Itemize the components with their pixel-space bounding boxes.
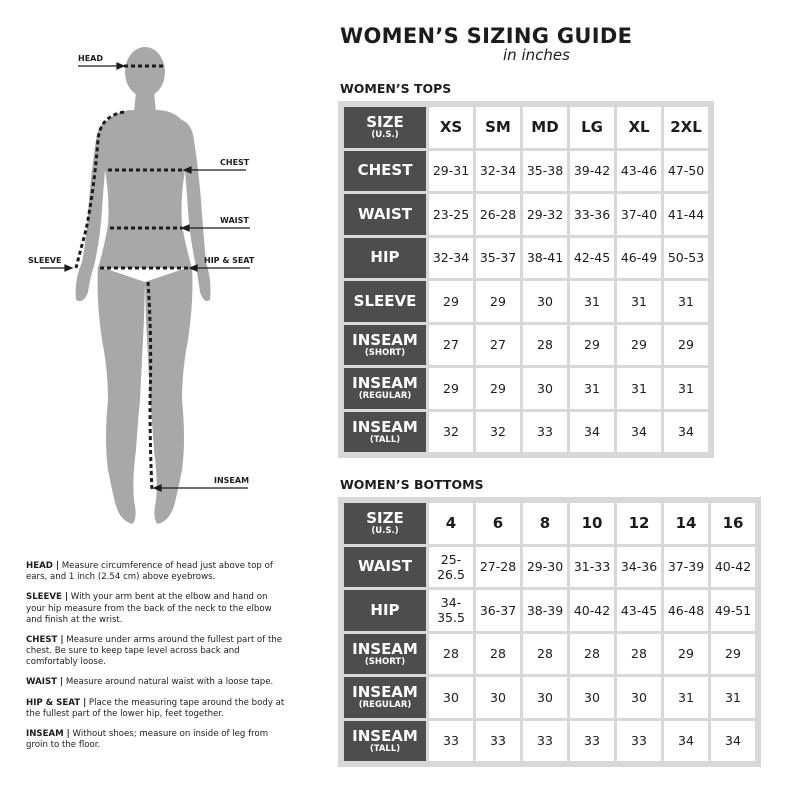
table-cell: 33 (476, 721, 520, 762)
table-cell: 29 (429, 368, 473, 409)
table-cell: 46-49 (617, 238, 661, 279)
table-cell: 30 (476, 677, 520, 718)
table-cell: 31 (664, 368, 708, 409)
table-cell: 30 (523, 281, 567, 322)
table-cell: 34 (617, 412, 661, 453)
table-cell: 39-42 (570, 151, 614, 192)
row-header: INSEAM (SHORT) (344, 634, 426, 675)
table-cell: 42-45 (570, 238, 614, 279)
table-cell: 41-44 (664, 194, 708, 235)
table-cell: 31-33 (570, 547, 614, 588)
table-cell: 29 (664, 325, 708, 366)
tops-table-frame (338, 101, 714, 458)
figure-left-leg (98, 266, 146, 524)
row-header: WAIST (344, 547, 426, 588)
tops-row-inseam-tall (344, 412, 708, 453)
label-sleeve: SLEEVE (28, 256, 62, 265)
table-cell: 43-45 (617, 590, 661, 631)
tops-size: XL (617, 107, 661, 148)
bottoms-size: 16 (711, 503, 755, 544)
row-header: HIP (344, 590, 426, 631)
figure-torso (98, 110, 192, 268)
table-cell: 28 (523, 325, 567, 366)
table-cell: 32-34 (429, 238, 473, 279)
table-cell: 34 (711, 721, 755, 762)
table-cell: 31 (570, 368, 614, 409)
label-head: HEAD (78, 54, 103, 63)
row-header: HIP (344, 238, 426, 279)
table-cell: 29 (476, 281, 520, 322)
note-head: HEAD | Measure circumference of head just above top of ears, and 1 inch (2.54 cm) above eyebrows. (26, 561, 273, 583)
table-cell: 29 (429, 281, 473, 322)
bottoms-row-waist (344, 547, 755, 588)
note-sleeve: SLEEVE | With your arm bent at the elbow and hand on your hip measure from the back of the neck to the elbow and finish at the wrist. (26, 592, 272, 625)
tops-heading: WOMEN’S TOPS (340, 81, 452, 96)
table-cell: 29-30 (523, 547, 567, 588)
figure-head (125, 47, 165, 97)
table-cell: 34 (664, 721, 708, 762)
table-cell: 31 (711, 677, 755, 718)
tops-size: XS (429, 107, 473, 148)
table-cell: 47-50 (664, 151, 708, 192)
table-cell: 40-42 (711, 547, 755, 588)
row-header: INSEAM (TALL) (344, 412, 426, 453)
row-header: WAIST (344, 194, 426, 235)
table-cell: 32-34 (476, 151, 520, 192)
bottoms-row-hip (344, 590, 755, 631)
table-cell: 37-40 (617, 194, 661, 235)
table-cell: 35-38 (523, 151, 567, 192)
table-cell: 36-37 (476, 590, 520, 631)
page-subtitle: in inches (503, 46, 570, 64)
table-cell: 28 (429, 634, 473, 675)
table-cell: 29 (664, 634, 708, 675)
row-header: INSEAM (TALL) (344, 721, 426, 762)
tops-row-inseam-regular (344, 368, 708, 409)
bottoms-size-header: SIZE (U.S.) (344, 503, 426, 544)
table-cell: 28 (617, 634, 661, 675)
note-chest: CHEST | Measure under arms around the fullest part of the chest. Be sure to keep tape level across back and comfortably loose. (26, 634, 283, 668)
table-cell: 29-32 (523, 194, 567, 235)
body-figure (0, 40, 300, 540)
bottoms-table-frame (338, 497, 761, 767)
page-title: WOMEN’S SIZING GUIDE (340, 24, 633, 48)
table-cell: 29-31 (429, 151, 473, 192)
row-header: CHEST (344, 151, 426, 192)
bottoms-size: 10 (570, 503, 614, 544)
bottoms-size: 8 (523, 503, 567, 544)
row-header: SLEEVE (344, 281, 426, 322)
table-cell: 31 (617, 368, 661, 409)
table-cell: 29 (570, 325, 614, 366)
table-cell: 31 (664, 281, 708, 322)
row-header: INSEAM (REGULAR) (344, 368, 426, 409)
table-cell: 32 (429, 412, 473, 453)
bottoms-size: 4 (429, 503, 473, 544)
tops-size: SM (476, 107, 520, 148)
table-cell: 28 (523, 634, 567, 675)
bottoms-row-inseam-regular (344, 677, 755, 718)
table-cell: 28 (570, 634, 614, 675)
table-cell: 34- 35.5 (429, 590, 473, 631)
bottoms-heading: WOMEN’S BOTTOMS (340, 477, 484, 492)
bottoms-size: 14 (664, 503, 708, 544)
table-cell: 38-39 (523, 590, 567, 631)
table-cell: 34 (570, 412, 614, 453)
table-cell: 30 (617, 677, 661, 718)
bottoms-row-inseam-tall (344, 721, 755, 762)
table-cell: 33 (523, 721, 567, 762)
table-cell: 27-28 (476, 547, 520, 588)
table-cell: 30 (523, 677, 567, 718)
tops-row-chest (344, 151, 708, 192)
tops-row-inseam-short (344, 325, 708, 366)
note-inseam: INSEAM | Without shoes; measure on inside of leg from groin to the floor. (26, 728, 269, 751)
table-cell: 25- 26.5 (429, 547, 473, 588)
table-cell: 32 (476, 412, 520, 453)
table-cell: 40-42 (570, 590, 614, 631)
note-waist: WAIST | Measure around natural waist with a loose tape. (26, 677, 274, 688)
table-cell: 27 (429, 325, 473, 366)
table-cell: 37-39 (664, 547, 708, 588)
tops-row-waist (344, 194, 708, 235)
table-cell: 29 (711, 634, 755, 675)
table-cell: 34-36 (617, 547, 661, 588)
row-header: INSEAM (REGULAR) (344, 677, 426, 718)
label-chest: CHEST (220, 158, 250, 167)
tops-row-hip (344, 238, 708, 279)
table-cell: 35-37 (476, 238, 520, 279)
bottoms-table (341, 500, 758, 764)
table-cell: 31 (664, 677, 708, 718)
bottoms-row-inseam-short (344, 634, 755, 675)
table-cell: 31 (617, 281, 661, 322)
table-cell: 33 (570, 721, 614, 762)
table-cell: 43-46 (617, 151, 661, 192)
table-cell: 23-25 (429, 194, 473, 235)
table-cell: 50-53 (664, 238, 708, 279)
table-cell: 34 (664, 412, 708, 453)
table-cell: 29 (476, 368, 520, 409)
table-cell: 30 (429, 677, 473, 718)
table-cell: 27 (476, 325, 520, 366)
row-header: INSEAM (SHORT) (344, 325, 426, 366)
table-cell: 33 (523, 412, 567, 453)
tops-row-sleeve (344, 281, 708, 322)
table-cell: 30 (570, 677, 614, 718)
bottoms-size: 6 (476, 503, 520, 544)
table-cell: 29 (617, 325, 661, 366)
table-cell: 28 (476, 634, 520, 675)
label-waist: WAIST (220, 216, 249, 225)
table-cell: 33 (617, 721, 661, 762)
bottoms-size: 12 (617, 503, 661, 544)
note-hip-seat: HIP & SEAT | Place the measuring tape around the body at the fullest part of the lower hip, feet together. (26, 697, 285, 719)
tops-size-row (344, 107, 708, 148)
bottoms-size-row (344, 503, 755, 544)
tops-table (341, 104, 711, 455)
label-hip-seat: HIP & SEAT (204, 256, 255, 265)
tops-size: LG (570, 107, 614, 148)
tops-size: MD (523, 107, 567, 148)
table-cell: 33-36 (570, 194, 614, 235)
tops-size: 2XL (664, 107, 708, 148)
measurement-notes (26, 561, 286, 760)
table-cell: 30 (523, 368, 567, 409)
label-inseam: INSEAM (214, 476, 250, 485)
table-cell: 38-41 (523, 238, 567, 279)
table-cell: 33 (429, 721, 473, 762)
table-cell: 46-48 (664, 590, 708, 631)
tops-size-header: SIZE (U.S.) (344, 107, 426, 148)
table-cell: 31 (570, 281, 614, 322)
figure-neck (134, 92, 156, 112)
table-cell: 49-51 (711, 590, 755, 631)
table-cell: 26-28 (476, 194, 520, 235)
